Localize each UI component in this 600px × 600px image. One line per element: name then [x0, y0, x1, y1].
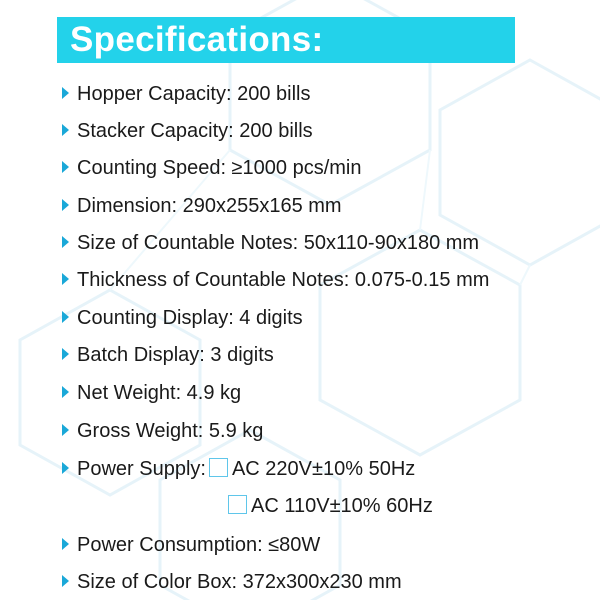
spec-text: Gross Weight: 5.9 kg: [77, 420, 264, 442]
bullet-arrow-icon: [62, 386, 69, 398]
spec-item: [62, 380, 241, 406]
bullet-arrow-icon: [62, 161, 69, 173]
power-supply-item: [62, 456, 415, 482]
spec-text: Dimension: 290x255x165 mm: [77, 195, 342, 217]
spec-item: [62, 342, 274, 368]
spec-item: [62, 81, 310, 107]
spec-text: Counting Speed: ≥1000 pcs/min: [77, 157, 362, 179]
spec-item: [62, 305, 303, 331]
spec-text: Size of Color Box: 372x300x230 mm: [77, 571, 402, 593]
checkbox-110v[interactable]: [228, 495, 247, 514]
bullet-arrow-icon: [62, 311, 69, 323]
bullet-arrow-icon: [62, 424, 69, 436]
spec-text: Thickness of Countable Notes: 0.075-0.15 mm: [77, 269, 490, 291]
bullet-arrow-icon: [62, 124, 69, 136]
spec-item: [62, 193, 342, 219]
spec-item: [62, 230, 479, 256]
spec-item: [62, 418, 263, 444]
power-supply-label: Power Supply:: [77, 458, 206, 480]
power-option-110v: AC 110V±10% 60Hz: [251, 495, 433, 517]
spec-item: [62, 118, 313, 144]
spec-text: Power Consumption: ≤80W: [77, 534, 321, 556]
spec-item: [62, 155, 362, 181]
power-supply-option-row: [225, 493, 433, 519]
bullet-arrow-icon: [62, 236, 69, 248]
power-option-220v: AC 220V±10% 50Hz: [231, 458, 416, 480]
spec-item: [62, 532, 320, 558]
checkbox-220v[interactable]: [209, 458, 228, 477]
spec-item: [62, 569, 402, 595]
spec-text: Counting Display: 4 digits: [77, 307, 303, 329]
spec-text: Net Weight: 4.9 kg: [77, 382, 242, 404]
spec-text: Hopper Capacity: 200 bills: [77, 83, 311, 105]
specifications-title: Specifications:: [57, 17, 515, 63]
bullet-arrow-icon: [62, 538, 69, 550]
bullet-arrow-icon: [62, 575, 69, 587]
bullet-arrow-icon: [62, 87, 69, 99]
spec-text: Size of Countable Notes: 50x110-90x180 mm: [77, 232, 480, 254]
spec-item: [62, 267, 489, 293]
bullet-arrow-icon: [62, 199, 69, 211]
bullet-arrow-icon: [62, 348, 69, 360]
spec-text: Batch Display: 3 digits: [77, 344, 274, 366]
spec-text: Stacker Capacity: 200 bills: [77, 120, 313, 142]
bullet-arrow-icon: [62, 273, 69, 285]
bullet-arrow-icon: [62, 462, 69, 474]
